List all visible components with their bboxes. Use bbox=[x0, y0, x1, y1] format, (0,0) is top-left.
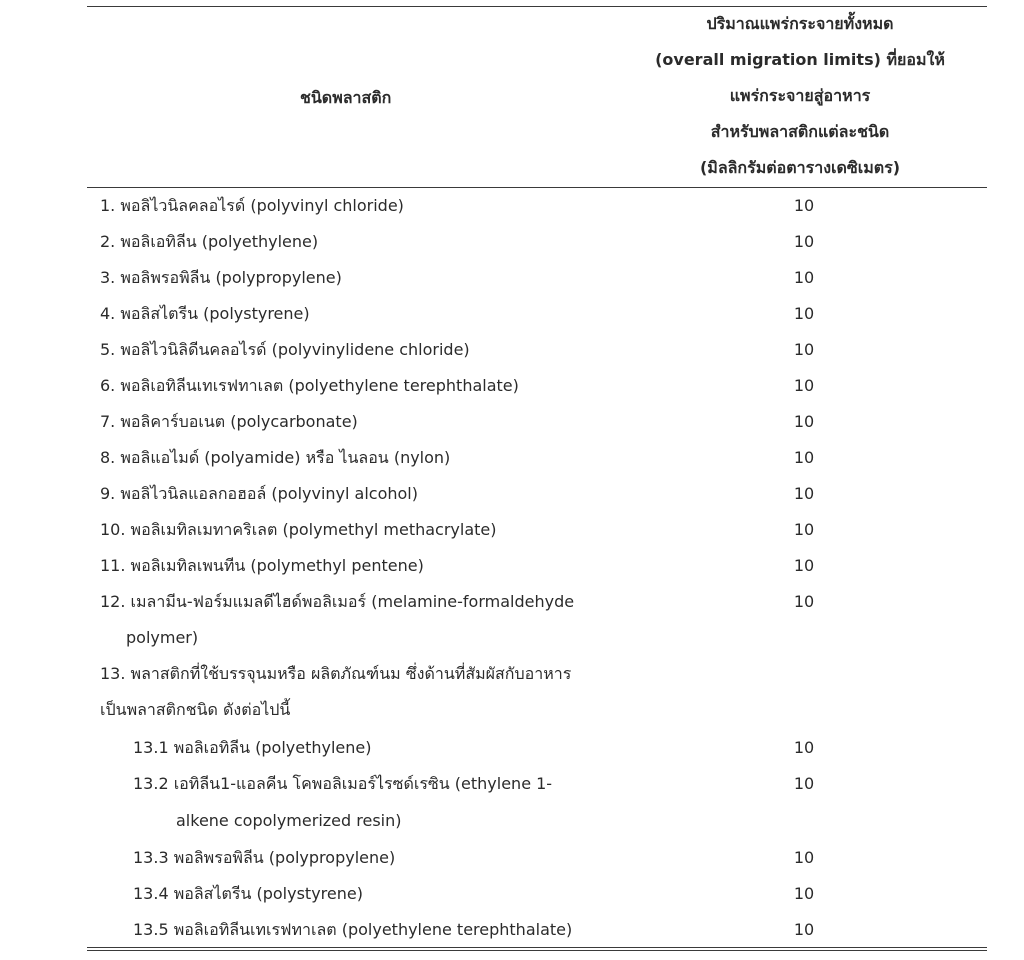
header-line: แพร่กระจายสู่อาหาร bbox=[729, 86, 871, 105]
plastic-type-cell: 5. พอลิไวนิลิดีนคลอไรด์ (polyvinylidene chloride) bbox=[100, 340, 470, 359]
table-row bbox=[0, 656, 1024, 692]
migration-limit-cell: 10 bbox=[793, 412, 815, 431]
header-line: (มิลลิกรัมต่อตารางเดซิเมตร) bbox=[699, 158, 901, 177]
table-row bbox=[0, 188, 1024, 224]
plastic-type-cell: polymer) bbox=[126, 628, 199, 647]
plastic-type-cell: 13.5 พอลิเอทิลีนเทเรฟทาเลต (polyethylene terephthalate) bbox=[133, 920, 573, 939]
table-row bbox=[0, 440, 1024, 476]
migration-limit-cell: 10 bbox=[793, 340, 815, 359]
header-line: ปริมาณแพร่กระจายทั้งหมด bbox=[706, 14, 894, 33]
plastic-type-cell: alkene copolymerized resin) bbox=[176, 811, 402, 830]
plastic-type-cell: 10. พอลิเมทิลเมทาคริเลต (polymethyl methacrylate) bbox=[100, 520, 497, 539]
table-row bbox=[0, 368, 1024, 404]
migration-limit-cell: 10 bbox=[793, 848, 815, 867]
plastic-type-cell: เป็นพลาสติกชนิด ดังต่อไปนี้ bbox=[100, 700, 291, 719]
table-row bbox=[0, 512, 1024, 548]
migration-limit-cell: 10 bbox=[793, 556, 815, 575]
plastic-type-cell: 12. เมลามีน-ฟอร์มแมลดีไฮด์พอลิเมอร์ (melamine-formaldehyde bbox=[100, 592, 575, 611]
migration-limit-cell: 10 bbox=[793, 196, 815, 215]
migration-limit-cell: 10 bbox=[793, 484, 815, 503]
migration-limit-cell: 10 bbox=[793, 520, 815, 539]
table-row bbox=[0, 692, 1024, 728]
plastic-type-cell: 13. พลาสติกที่ใช้บรรจุนมหรือ ผลิตภัณฑ์นม ซึ่งด้านที่สัมผัสกับอาหาร bbox=[100, 664, 572, 683]
plastic-type-cell: 7. พอลิคาร์บอเนต (polycarbonate) bbox=[100, 412, 358, 431]
migration-limit-cell: 10 bbox=[793, 304, 815, 323]
plastic-type-cell: 13.2 เอทิลีน1-แอลคีน โคพอลิเมอร์ไรซด์เรซิน (ethylene 1- bbox=[133, 774, 553, 793]
table-row bbox=[0, 876, 1024, 912]
plastic-type-cell: 9. พอลิไวนิลแอลกอฮอล์ (polyvinyl alcohol) bbox=[100, 484, 418, 503]
table-row bbox=[0, 332, 1024, 368]
plastic-type-cell: 11. พอลิเมทิลเพนทีน (polymethyl pentene) bbox=[100, 556, 424, 575]
table-row bbox=[0, 620, 1024, 656]
plastic-type-cell: 8. พอลิแอไมด์ (polyamide) หรือ ไนลอน (nylon) bbox=[100, 448, 451, 467]
migration-limit-cell: 10 bbox=[793, 268, 815, 287]
plastic-type-cell: 2. พอลิเอทิลีน (polyethylene) bbox=[100, 232, 319, 251]
table-row bbox=[0, 476, 1024, 512]
migration-limit-cell: 10 bbox=[793, 376, 815, 395]
column-header-plastic-type: ชนิดพลาสติก bbox=[300, 88, 392, 107]
table-row bbox=[0, 803, 1024, 839]
migration-limit-cell: 10 bbox=[793, 232, 815, 251]
table-row bbox=[0, 404, 1024, 440]
migration-limit-cell: 10 bbox=[793, 592, 815, 611]
table-row bbox=[0, 730, 1024, 766]
table-row bbox=[0, 584, 1024, 620]
table-row bbox=[0, 224, 1024, 260]
header-line: สำหรับพลาสติกแต่ละชนิด bbox=[710, 122, 890, 141]
table-bottom-rule-double bbox=[87, 950, 987, 951]
plastic-type-cell: 13.3 พอลิพรอพิลีน (polypropylene) bbox=[133, 848, 396, 867]
plastic-type-cell: 13.1 พอลิเอทิลีน (polyethylene) bbox=[133, 738, 372, 757]
header-line: (overall migration limits) ที่ยอมให้ bbox=[655, 50, 945, 69]
table-row bbox=[0, 296, 1024, 332]
migration-limit-cell: 10 bbox=[793, 920, 815, 939]
table-row bbox=[0, 840, 1024, 876]
column-header-migration-limit bbox=[640, 6, 960, 186]
table-row bbox=[0, 766, 1024, 802]
table-row bbox=[0, 548, 1024, 584]
table-row bbox=[0, 260, 1024, 296]
table-row bbox=[0, 912, 1024, 948]
plastic-type-cell: 1. พอลิไวนิลคลอไรด์ (polyvinyl chloride) bbox=[100, 196, 404, 215]
plastic-type-cell: 3. พอลิพรอพิลีน (polypropylene) bbox=[100, 268, 342, 287]
plastic-type-cell: 6. พอลิเอทิลีนเทเรฟทาเลต (polyethylene terephthalate) bbox=[100, 376, 519, 395]
plastic-type-cell: 4. พอลิสไตรีน (polystyrene) bbox=[100, 304, 310, 323]
migration-limit-cell: 10 bbox=[793, 738, 815, 757]
plastic-type-cell: 13.4 พอลิสไตรีน (polystyrene) bbox=[133, 884, 363, 903]
migration-limit-cell: 10 bbox=[793, 774, 815, 793]
migration-limit-cell: 10 bbox=[793, 884, 815, 903]
migration-limit-cell: 10 bbox=[793, 448, 815, 467]
